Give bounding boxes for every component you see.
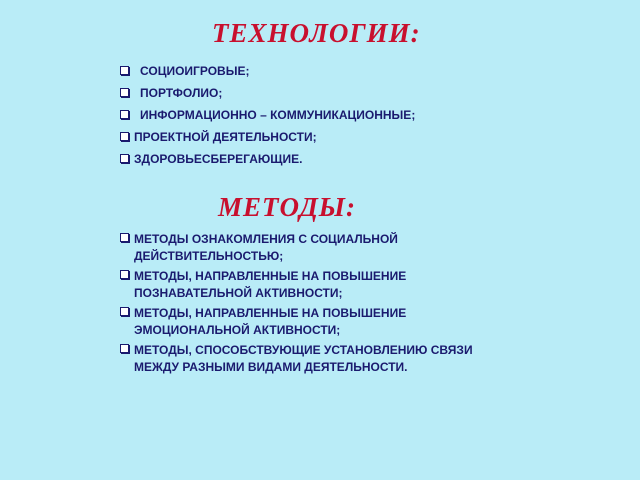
- list-item: [120, 305, 590, 339]
- checkbox-bullet-icon: [120, 344, 129, 353]
- list-item: [120, 108, 540, 130]
- list-item-text: ПОЗНАВАТЕЛЬНОЙ АКТИВНОСТИ;: [134, 286, 343, 300]
- list-item-text: ДЕЙСТВИТЕЛЬНОСТЬЮ;: [134, 249, 284, 263]
- list-item: [120, 152, 540, 174]
- list-item-text: ПОРТФОЛИО;: [140, 86, 223, 100]
- list-item-text: МЕТОДЫ, СПОСОБСТВУЮЩИЕ УСТАНОВЛЕНИЮ СВЯЗИ: [134, 343, 473, 357]
- checkbox-bullet-icon: [120, 132, 129, 141]
- list-item-text: ПРОЕКТНОЙ ДЕЯТЕЛЬНОСТИ;: [134, 130, 317, 144]
- methods-list: [120, 231, 590, 379]
- checkbox-bullet-icon: [120, 88, 129, 97]
- list-item: [120, 86, 540, 108]
- list-item-text: МЕТОДЫ, НАПРАВЛЕННЫЕ НА ПОВЫШЕНИЕ: [134, 269, 407, 283]
- list-item: [120, 342, 590, 376]
- list-item-text: ЗДОРОВЬЕСБЕРЕГАЮЩИЕ.: [134, 152, 303, 166]
- methods-heading: МЕТОДЫ:: [218, 192, 356, 222]
- technologies-heading: ТЕХНОЛОГИИ:: [212, 18, 421, 48]
- list-item-text: МЕЖДУ РАЗНЫМИ ВИДАМИ ДЕЯТЕЛЬНОСТИ.: [134, 360, 408, 374]
- checkbox-bullet-icon: [120, 270, 129, 279]
- checkbox-bullet-icon: [120, 307, 129, 316]
- list-item-text: ЭМОЦИОНАЛЬНОЙ АКТИВНОСТИ;: [134, 323, 341, 337]
- technologies-list: [120, 64, 540, 174]
- checkbox-bullet-icon: [120, 233, 129, 242]
- checkbox-bullet-icon: [120, 110, 129, 119]
- list-item: [120, 268, 590, 302]
- list-item: [120, 64, 540, 86]
- checkbox-bullet-icon: [120, 154, 129, 163]
- list-item-text: МЕТОДЫ ОЗНАКОМЛЕНИЯ С СОЦИАЛЬНОЙ: [134, 232, 398, 246]
- checkbox-bullet-icon: [120, 66, 129, 75]
- list-item: [120, 231, 590, 265]
- list-item-text: ИНФОРМАЦИОННО – КОММУНИКАЦИОННЫЕ;: [140, 108, 416, 122]
- list-item-text: МЕТОДЫ, НАПРАВЛЕННЫЕ НА ПОВЫШЕНИЕ: [134, 306, 407, 320]
- list-item: [120, 130, 540, 152]
- list-item-text: СОЦИОИГРОВЫЕ;: [140, 64, 250, 78]
